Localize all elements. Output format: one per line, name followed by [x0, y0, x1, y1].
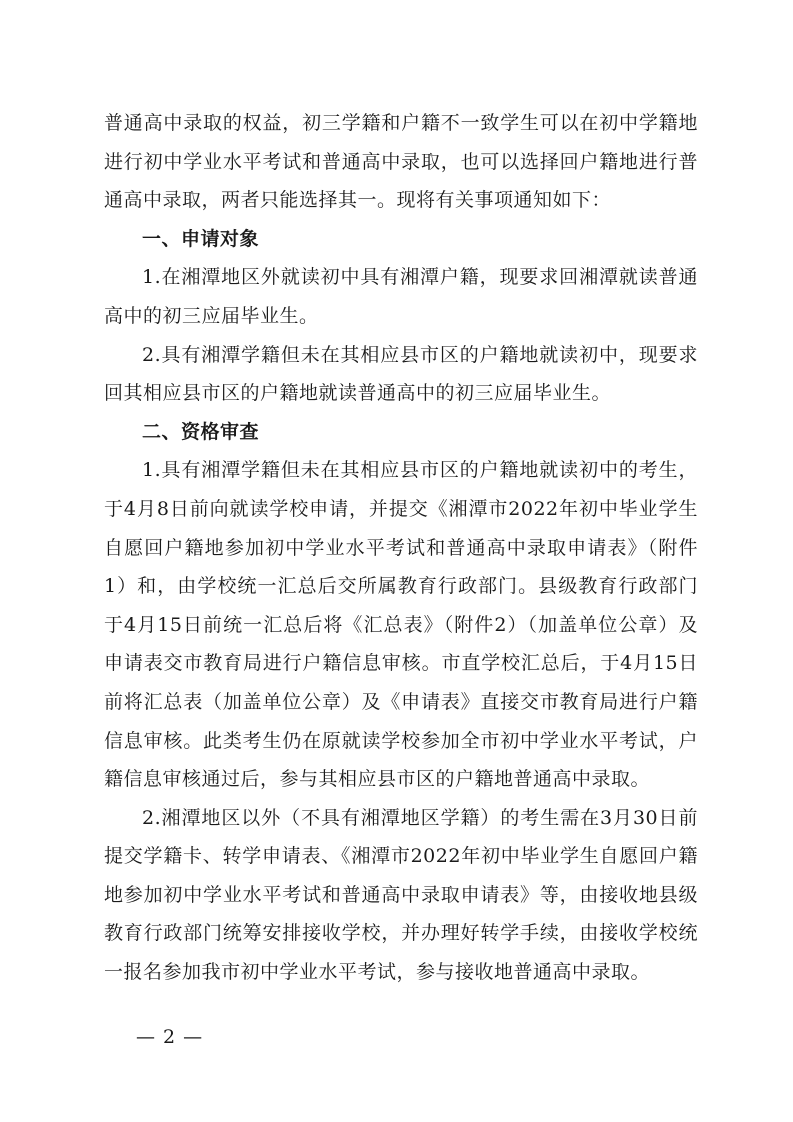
intro-paragraph: 普通高中录取的权益，初三学籍和户籍不一致学生可以在初中学籍地进行初中学业水平考试和普通高中录取，也可以选择回户籍地进行普通高中录取，两者只能选择其一。现将有关事项通知如下：	[104, 112, 698, 212]
page-number: — 2 —	[136, 1026, 204, 1048]
review-item-1: 1.具有湘潭学籍但未在其相应县市区的户籍地就读初中的考生，于4月8日前向就读学校申请，并提交《湘潭市2022年初中毕业学生自愿回户籍地参加初中学业水平考试和普通高中录取申请表》（附件1）和，由学校统一汇总后交所属教育行政部门。县级教育行政部门于4月15日前统一汇总后将《汇总表》（附件2）（加盖单位公章）及申请表交市教育局进行户籍信息审核。市直学校汇总后，于4月15日前将汇总表（加盖单位公章）及《申请表》直接交市教育局进行户籍信息审核。此类考生仍在原就读学校参加全市初中学业水平考试，户籍信息审核通过后，参与其相应县市区的户籍地普通高中录取。	[104, 459, 698, 791]
review-item-2: 2.湘潭地区以外（不具有湘潭地区学籍）的考生需在3月30日前提交学籍卡、转学申请表、《湘潭市2022年初中毕业学生自愿回户籍地参加初中学业水平考试和普通高中录取申请表》等，由接收地县级教育行政部门统筹安排接收学校，并办理好转学手续，由接收学校统一报名参加我市初中学业水平考试，参与接收地普通高中录取。	[104, 806, 698, 984]
applicant-item-1: 1.在湘潭地区外就读初中具有湘潭户籍，现要求回湘潭就读普通高中的初三应届毕业生。	[104, 266, 698, 327]
applicant-item-2: 2.具有湘潭学籍但未在其相应县市区的户籍地就读初中，现要求回其相应县市区的户籍地就读普通高中的初三应届毕业生。	[104, 343, 698, 405]
section-heading-qualification-review: 二、资格审查	[142, 420, 260, 443]
document-body	[104, 104, 698, 992]
section-heading-applicants: 一、申请对象	[142, 227, 260, 250]
